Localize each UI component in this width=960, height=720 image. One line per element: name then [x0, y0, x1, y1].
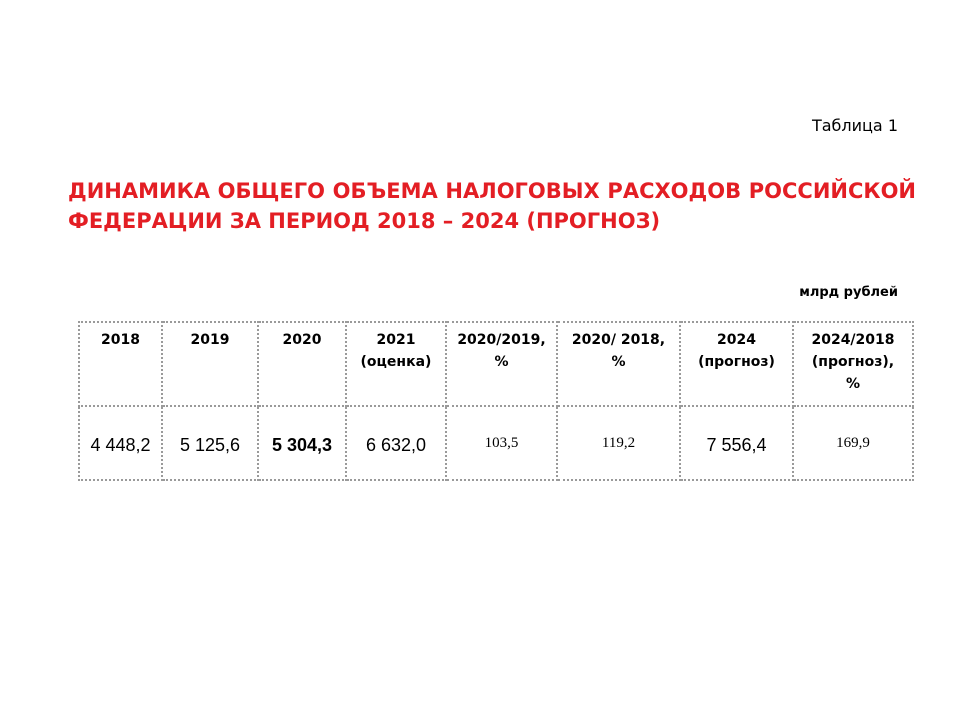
- page-title: [68, 176, 916, 236]
- header-2020-2018-percent: [557, 322, 680, 406]
- value-2018: 4 448,2: [79, 406, 162, 480]
- unit-label: млрд рублей: [799, 285, 898, 300]
- header-label: 2024/2018 (прогноз), %: [811, 332, 895, 392]
- value-2019: 5 125,6: [162, 406, 258, 480]
- value-2024-2018-percent: 169,9: [793, 406, 913, 480]
- value-2020-2018-percent: 119,2: [557, 406, 680, 480]
- table-header-row: [79, 322, 913, 406]
- header-2024-2018-forecast-percent: [793, 322, 913, 406]
- table-row: [79, 406, 913, 480]
- header-2018: [79, 322, 162, 406]
- header-2020: [258, 322, 346, 406]
- value-2020-2019-percent: 103,5: [446, 406, 557, 480]
- value-2021: 6 632,0: [346, 406, 446, 480]
- header-label: 2021 (оценка): [360, 332, 432, 370]
- header-label: 2020/ 2018, %: [571, 332, 666, 370]
- header-2024-forecast: [680, 322, 793, 406]
- header-label: 2019: [190, 332, 230, 348]
- table-caption: Таблица 1: [811, 116, 898, 135]
- header-label: 2018: [101, 332, 140, 348]
- tax-expenditure-table: [78, 321, 914, 481]
- header-label: 2024 (прогноз): [698, 332, 775, 370]
- value-2024: 7 556,4: [680, 406, 793, 480]
- title-line-2: ФЕДЕРАЦИИ ЗА ПЕРИОД 2018 – 2024 (ПРОГНОЗ): [68, 209, 661, 233]
- value-2020: 5 304,3: [258, 406, 346, 480]
- header-label: 2020: [282, 332, 322, 348]
- header-label: 2020/2019, %: [457, 332, 546, 370]
- title-line-1: ДИНАМИКА ОБЩЕГО ОБЪЕМА НАЛОГОВЫХ РАСХОДОВ РОССИЙСКОЙ: [68, 179, 916, 203]
- header-2019: [162, 322, 258, 406]
- header-2020-2019-percent: [446, 322, 557, 406]
- header-2021-estimate: [346, 322, 446, 406]
